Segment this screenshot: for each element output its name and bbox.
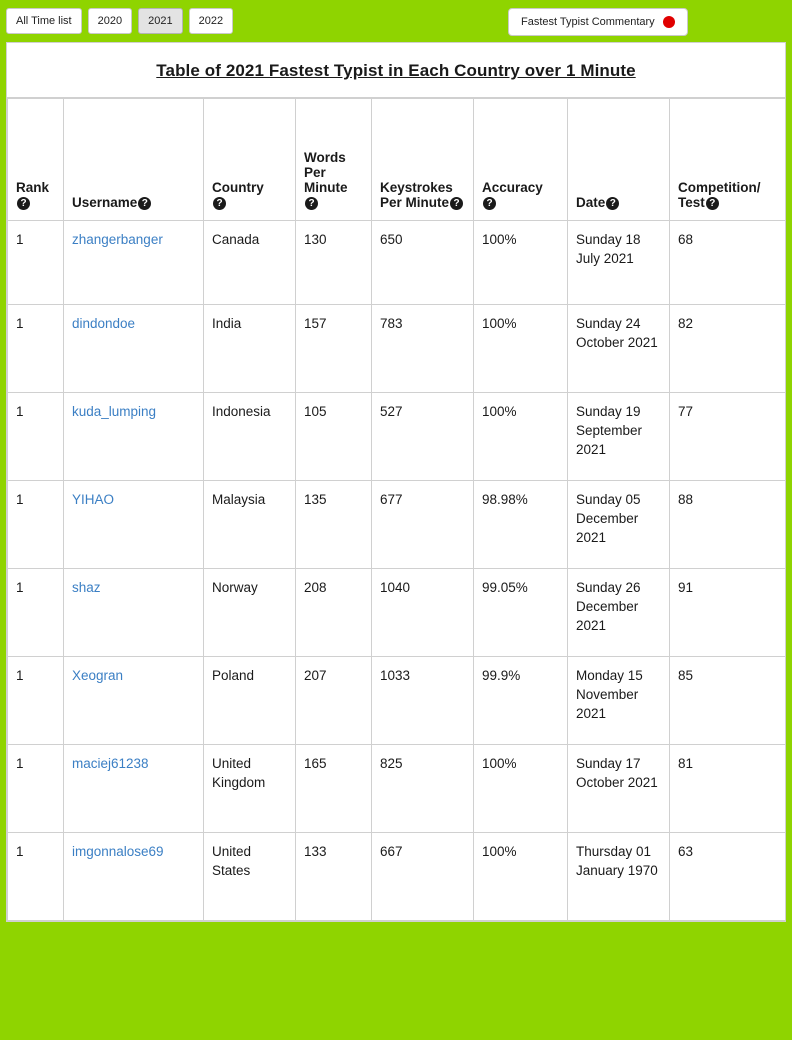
username-link[interactable]: imgonnalose69 [72,844,164,859]
cell-kpm: 783 [372,305,474,393]
cell-rank: 1 [8,221,64,305]
cell-date: Sunday 19 September 2021 [568,393,670,481]
cell-rank: 1 [8,305,64,393]
cell-kpm: 667 [372,833,474,921]
cell-rank: 1 [8,393,64,481]
cell-username [64,657,204,745]
cell-wpm: 133 [296,833,372,921]
cell-kpm: 677 [372,481,474,569]
column-header-kpm-label: Keystrokes Per Minute [380,180,453,210]
cell-competition: 63 [670,833,786,921]
column-header-date-label: Date [576,195,606,210]
cell-username [64,833,204,921]
table-card [6,42,786,922]
tab-2020[interactable]: 2020 [88,8,132,34]
tab-2021[interactable]: 2021 [138,8,182,34]
cell-date: Sunday 17 October 2021 [568,745,670,833]
cell-accuracy: 99.9% [474,657,568,745]
cell-rank: 1 [8,569,64,657]
username-link[interactable]: maciej61238 [72,756,149,771]
cell-accuracy: 100% [474,221,568,305]
cell-accuracy: 100% [474,393,568,481]
cell-accuracy: 100% [474,745,568,833]
column-header-rank[interactable] [8,99,64,221]
help-icon-competition[interactable]: ? [706,197,719,210]
column-header-country-label: Country [212,180,264,195]
table-row [8,481,786,569]
fastest-typist-table [7,98,786,921]
cell-competition: 68 [670,221,786,305]
username-link[interactable]: dindondoe [72,316,136,331]
cell-date: Monday 15 November 2021 [568,657,670,745]
table-row [8,305,786,393]
cell-competition: 88 [670,481,786,569]
cell-country: India [204,305,296,393]
cell-kpm: 527 [372,393,474,481]
cell-wpm: 165 [296,745,372,833]
year-tab-list [6,6,233,34]
cell-username [64,305,204,393]
cell-date: Sunday 05 December 2021 [568,481,670,569]
username-link[interactable]: zhangerbanger [72,232,163,247]
cell-username [64,745,204,833]
cell-accuracy: 98.98% [474,481,568,569]
cell-wpm: 157 [296,305,372,393]
cell-wpm: 130 [296,221,372,305]
table-row [8,393,786,481]
fastest-typist-commentary-button[interactable] [508,8,688,36]
help-icon-date[interactable]: ? [606,197,619,210]
cell-date: Sunday 26 December 2021 [568,569,670,657]
table-row [8,745,786,833]
cell-date: Sunday 24 October 2021 [568,305,670,393]
help-icon-accuracy[interactable]: ? [483,197,496,210]
column-header-wpm[interactable] [296,99,372,221]
top-toolbar [6,6,786,42]
cell-wpm: 207 [296,657,372,745]
column-header-competition[interactable] [670,99,786,221]
column-header-username-label: Username [72,195,138,210]
page-title: Table of 2021 Fastest Typist in Each Country over 1 Minute [156,61,636,80]
column-header-username[interactable] [64,99,204,221]
column-header-accuracy[interactable] [474,99,568,221]
cell-rank: 1 [8,481,64,569]
cell-date: Thursday 01 January 1970 [568,833,670,921]
username-link[interactable]: kuda_lumping [72,404,157,419]
table-row [8,833,786,921]
cell-country: Canada [204,221,296,305]
cell-competition: 91 [670,569,786,657]
cell-kpm: 1033 [372,657,474,745]
tab-2022[interactable]: 2022 [189,8,233,34]
username-link[interactable]: Xeogran [72,668,124,683]
tab-all-time-list[interactable]: All Time list [6,8,82,34]
column-header-country[interactable] [204,99,296,221]
table-header [8,99,786,221]
table-title-wrap [7,43,785,98]
table-header-row [8,99,786,221]
table-row [8,569,786,657]
table-row [8,221,786,305]
cell-username [64,569,204,657]
cell-competition: 85 [670,657,786,745]
cell-wpm: 135 [296,481,372,569]
table-row [8,657,786,745]
cell-username [64,481,204,569]
cell-country: Malaysia [204,481,296,569]
cell-rank: 1 [8,833,64,921]
help-icon-username[interactable]: ? [138,197,151,210]
cell-wpm: 105 [296,393,372,481]
cell-country: United Kingdom [204,745,296,833]
cell-country: United States [204,833,296,921]
column-header-date[interactable] [568,99,670,221]
table-body [8,221,786,921]
cell-kpm: 1040 [372,569,474,657]
cell-username [64,393,204,481]
record-dot-icon [663,16,675,28]
cell-country: Poland [204,657,296,745]
username-link[interactable]: YIHAO [72,492,115,507]
username-link[interactable]: shaz [72,580,101,595]
cell-competition: 81 [670,745,786,833]
cell-competition: 82 [670,305,786,393]
help-icon-wpm[interactable]: ? [305,197,318,210]
cell-competition: 77 [670,393,786,481]
cell-accuracy: 100% [474,833,568,921]
column-header-kpm[interactable] [372,99,474,221]
cell-username [64,221,204,305]
column-header-rank-label: Rank [16,180,50,195]
column-header-competition-label: Competition/ Test [678,180,761,210]
cell-accuracy: 100% [474,305,568,393]
help-icon-kpm[interactable]: ? [450,197,463,210]
cell-accuracy: 99.05% [474,569,568,657]
cell-date: Sunday 18 July 2021 [568,221,670,305]
help-icon-rank[interactable]: ? [17,197,30,210]
cell-wpm: 208 [296,569,372,657]
help-icon-country[interactable]: ? [213,197,226,210]
commentary-label: Fastest Typist Commentary [521,16,655,28]
column-header-wpm-label: Words Per Minute [304,150,348,195]
cell-country: Indonesia [204,393,296,481]
cell-kpm: 650 [372,221,474,305]
column-header-accuracy-label: Accuracy [482,180,543,195]
cell-country: Norway [204,569,296,657]
cell-rank: 1 [8,657,64,745]
cell-kpm: 825 [372,745,474,833]
cell-rank: 1 [8,745,64,833]
